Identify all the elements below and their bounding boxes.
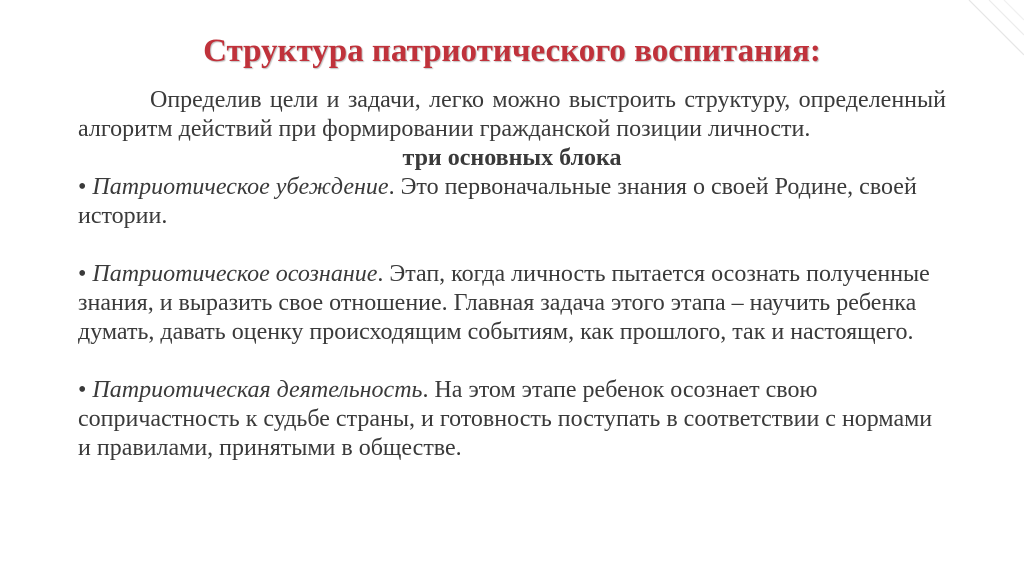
bullet-marker: • (78, 377, 87, 403)
bullet-item (78, 260, 946, 347)
spacer (78, 347, 946, 376)
bullet-text: . Этап, когда личность пытается осознать полученные знания, и выразить свое отношение. Главная задача этого этапа – научить ребенка думать, давать оценку происходящим событиям, как прошлого, так и настоящего. (78, 261, 930, 345)
bullet-marker: • (78, 261, 87, 287)
spacer (78, 231, 946, 260)
bullet-text: . На этом этапе ребенок осознает свою сопричастность к судьбе страны, и готовность поступать в соответствии с нормами и правилами, принятыми в обществе. (78, 377, 933, 461)
bullet-text: . Это первоначальные знания о своей Родине, своей истории. (78, 174, 917, 229)
subheading: три основных блока (402, 145, 622, 171)
slide-body (78, 86, 946, 463)
bullet-term: Патриотическое осознание (92, 261, 378, 287)
bullet-term: Патриотическая деятельность (92, 377, 423, 403)
bullet-marker: • (78, 174, 87, 200)
bullet-item (78, 376, 946, 463)
bullet-term: Патриотическое убеждение (92, 174, 389, 200)
intro-paragraph: Определив цели и задачи, легко можно выстроить структуру, определенный алгоритм действий при формировании гражданской позиции личности. (78, 87, 946, 142)
bullet-item (78, 173, 946, 231)
slide-title: Структура патриотического воспитания: (203, 33, 821, 69)
